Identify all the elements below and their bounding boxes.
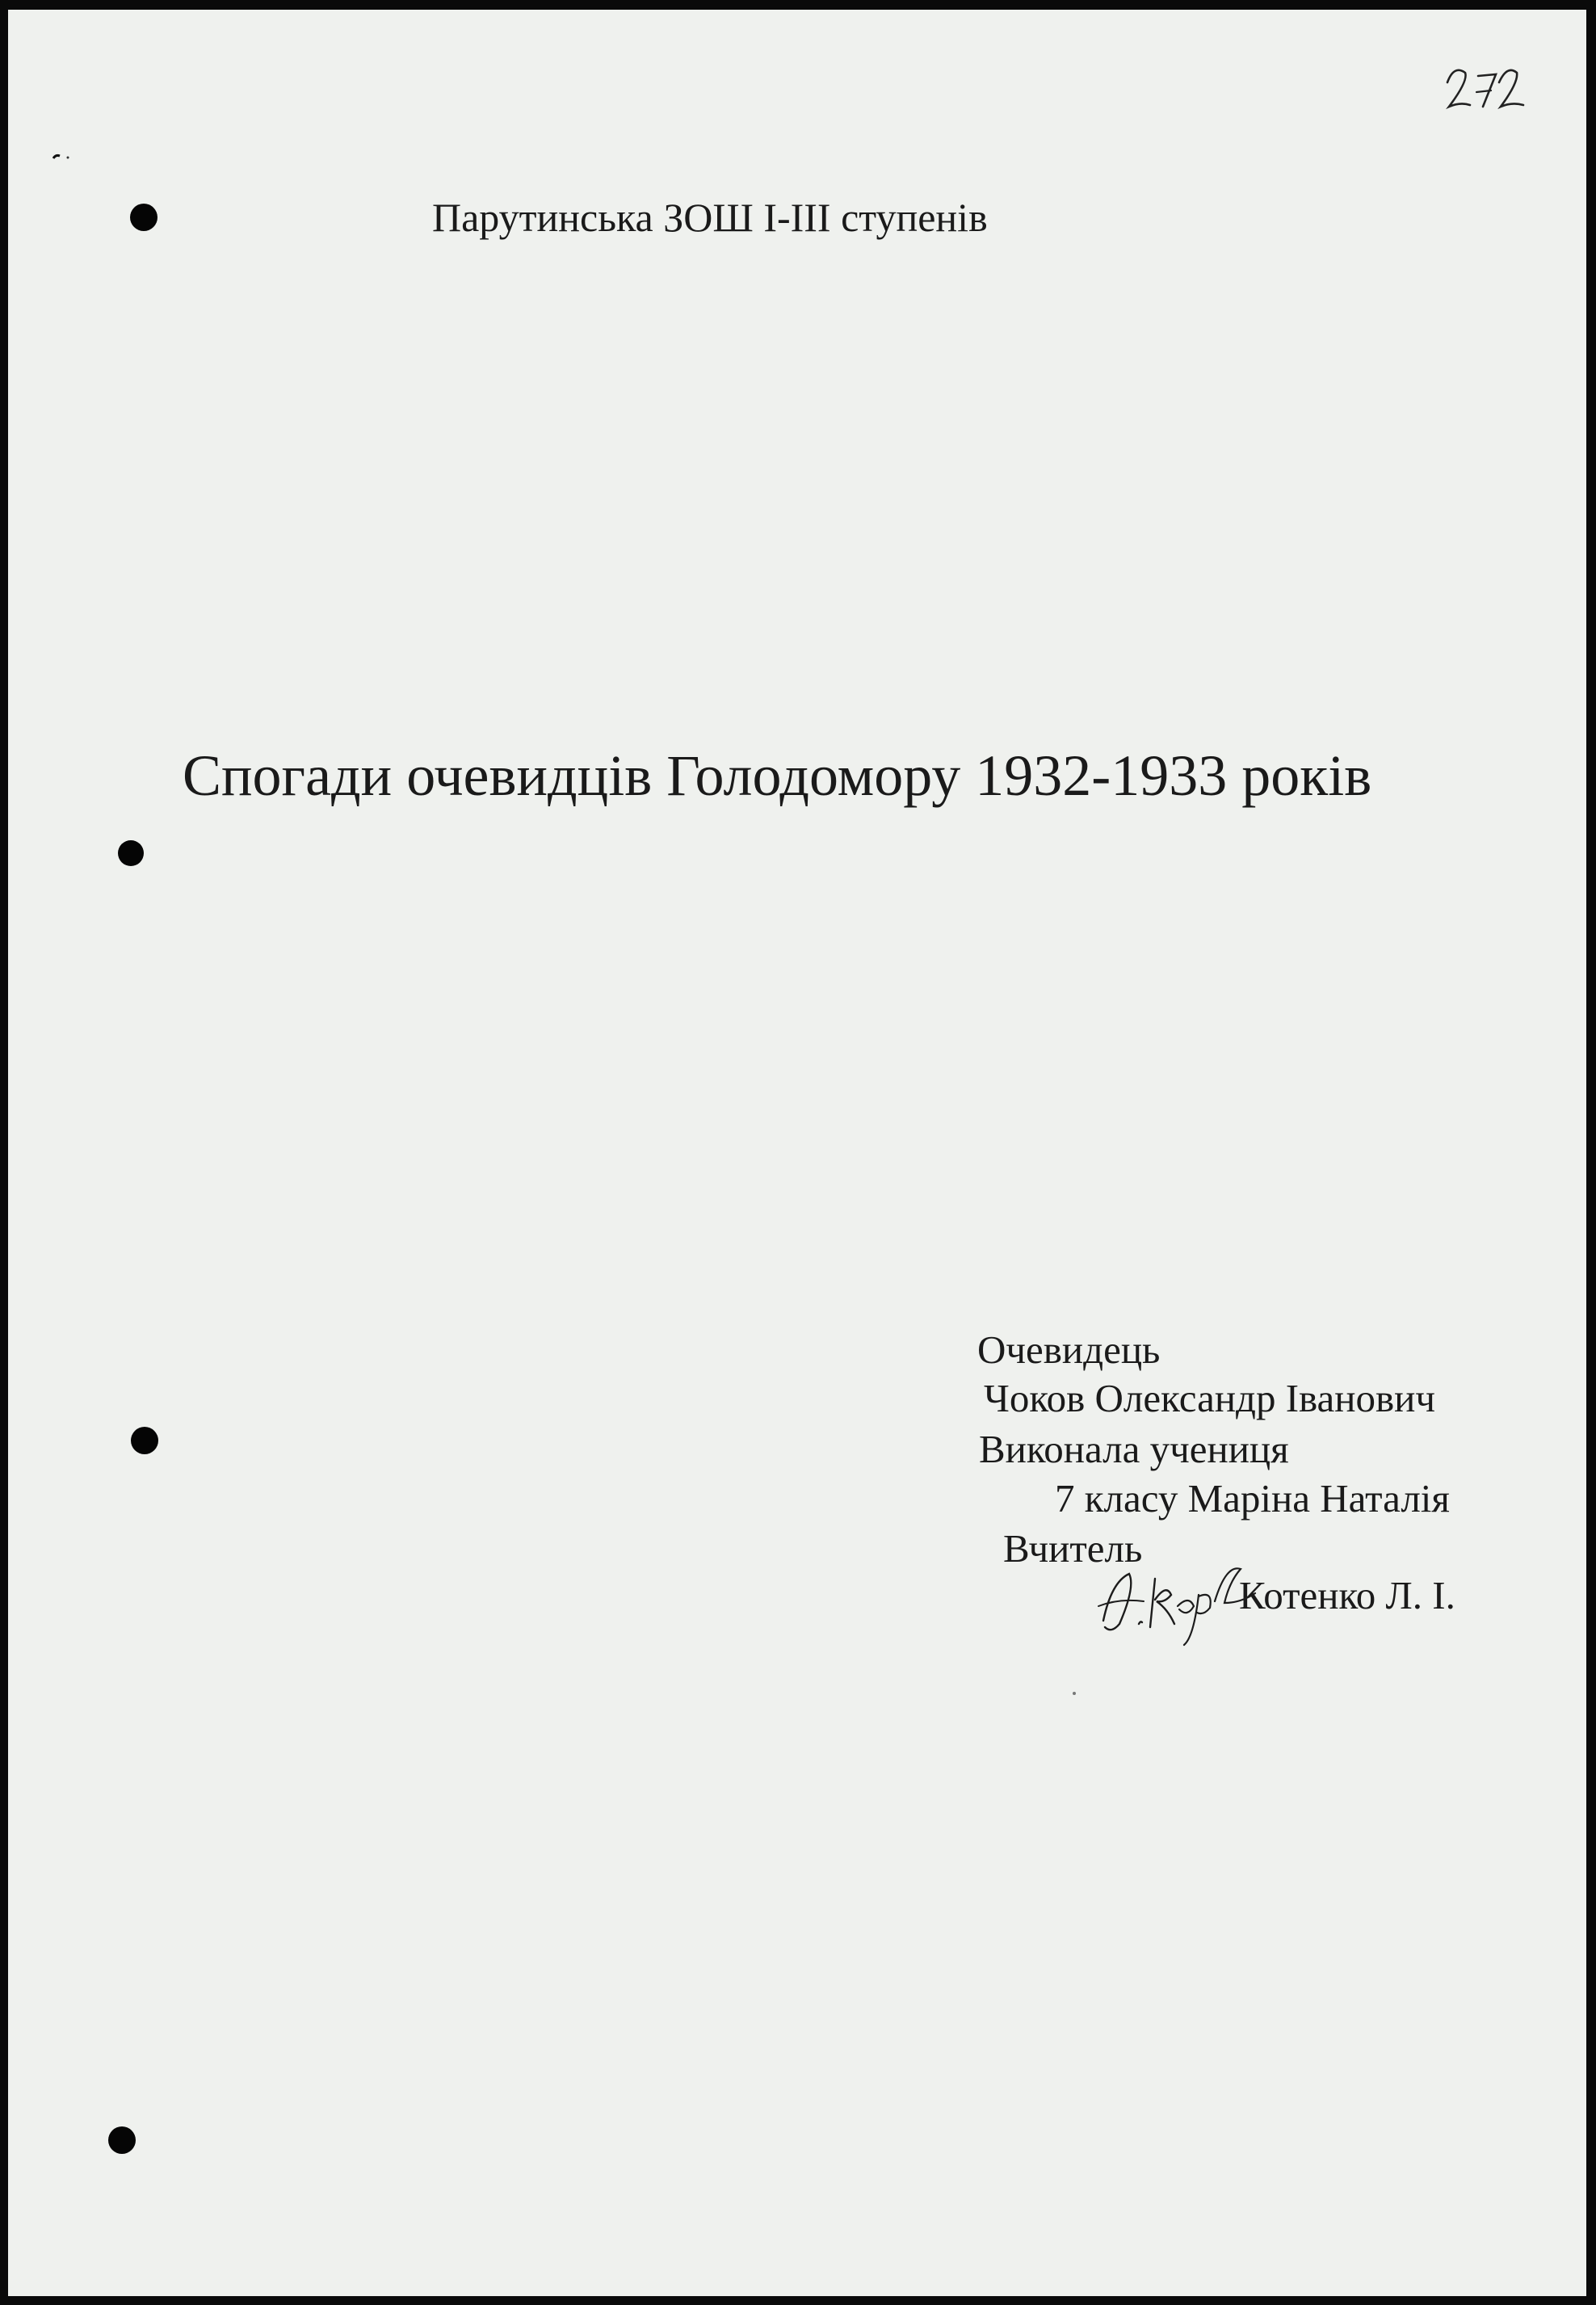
teacher-label: Вчитель: [1003, 1526, 1143, 1571]
binder-hole-1: [130, 204, 158, 231]
binder-hole-3: [131, 1427, 158, 1454]
teacher-name: Котенко Л. І.: [1239, 1573, 1455, 1617]
eyewitness-label: Очевидець: [977, 1327, 1161, 1372]
paper-speck: [1073, 1692, 1076, 1695]
binder-hole-2: [118, 840, 144, 866]
document-title: Спогади очевидців Голодомору 1932-1933 років: [183, 743, 1372, 808]
school-name: Парутинська ЗОШ І-ІІІ ступенів: [432, 195, 988, 240]
binder-hole-4: [108, 2126, 136, 2154]
ink-speck: [52, 154, 70, 160]
performed-by-label: Виконала учениця: [979, 1427, 1289, 1471]
document-page: [8, 10, 1586, 2296]
eyewitness-name: Чоков Олександр Іванович: [984, 1376, 1436, 1420]
student-name: 7 класу Маріна Наталія: [1055, 1476, 1450, 1521]
handwritten-sheet-number: [1443, 60, 1531, 116]
teacher-signature: [1087, 1550, 1265, 1647]
